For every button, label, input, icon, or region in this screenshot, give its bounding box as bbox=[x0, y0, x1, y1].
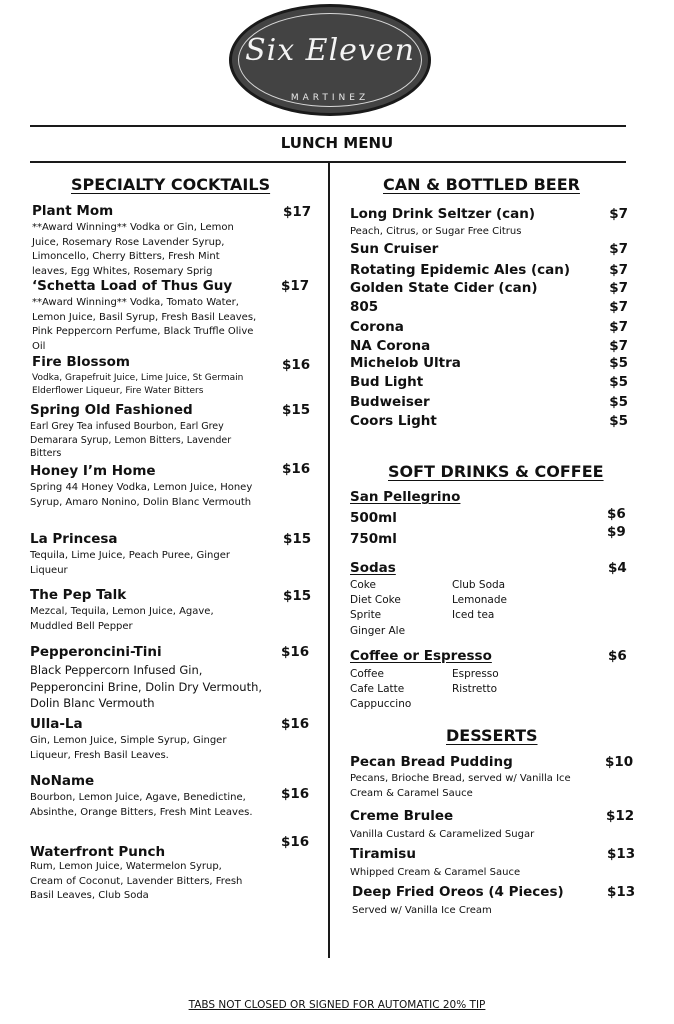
beer-price: $7 bbox=[609, 262, 628, 278]
cocktail-name: Fire Blossom bbox=[32, 354, 130, 370]
cocktail-name: NoName bbox=[30, 773, 95, 789]
desserts-heading: DESSERTS bbox=[446, 726, 538, 745]
dessert-item bbox=[352, 884, 592, 919]
soda-item: Lemonade bbox=[452, 594, 507, 606]
cocktail-name: Plant Mom bbox=[32, 203, 114, 219]
soda-item: Ginger Ale bbox=[350, 625, 406, 637]
tip-notice: TABS NOT CLOSED OR SIGNED FOR AUTOMATIC 20% TIP bbox=[188, 999, 486, 1011]
coffee-item: Ristretto bbox=[452, 683, 498, 695]
dessert-desc: Served w/ Vanilla Ice Cream bbox=[352, 905, 492, 916]
cocktail-desc: Gin, Lemon Juice, Simple Syrup, Ginger Liqueur, Fresh Basil Leaves. bbox=[30, 735, 227, 761]
cocktail-item bbox=[30, 587, 255, 634]
pellegrino-size-large: 750ml bbox=[350, 531, 397, 547]
cocktail-desc: **Award Winning** Vodka, Tomato Water, Lemon Juice, Basil Syrup, Fresh Basil Leaves, Pink Peppercorn Perfume, Black Truffle Olive Oil bbox=[32, 297, 257, 352]
beer-item bbox=[350, 299, 628, 318]
beer-name: Budweiser bbox=[350, 394, 430, 410]
cocktail-desc: Tequila, Lime Juice, Peach Puree, Ginger Liqueur bbox=[30, 550, 230, 576]
cocktail-desc: Rum, Lemon Juice, Watermelon Syrup, Cream of Coconut, Lavender Bitters, Fresh Basil Leaves, Club Soda bbox=[30, 861, 243, 901]
cocktail-item bbox=[30, 773, 255, 820]
beer-item bbox=[350, 206, 628, 225]
dessert-name: Deep Fried Oreos (4 Pieces) bbox=[352, 884, 564, 900]
beer-item bbox=[350, 262, 628, 281]
beer-item bbox=[350, 241, 628, 260]
soda-item: Club Soda bbox=[452, 579, 506, 591]
beer-name: Rotating Epidemic Ales (can) bbox=[350, 262, 571, 278]
menu-title: LUNCH MENU bbox=[280, 134, 394, 152]
beer-name: Sun Cruiser bbox=[350, 241, 439, 257]
cocktail-price: $15 bbox=[283, 531, 312, 547]
beer-name: Long Drink Seltzer (can) bbox=[350, 206, 536, 222]
cocktail-name: La Princesa bbox=[30, 531, 118, 547]
dessert-price: $13 bbox=[607, 846, 636, 862]
pellegrino-price-large: $9 bbox=[607, 524, 626, 540]
dessert-name: Tiramisu bbox=[350, 846, 416, 862]
pellegrino-price-small: $6 bbox=[607, 506, 626, 522]
cocktail-name: The Pep Talk bbox=[30, 587, 127, 603]
soda-item: Coke bbox=[350, 579, 376, 591]
beer-item bbox=[350, 319, 628, 338]
cocktail-desc: Black Peppercorn Infused Gin, Pepperoncini Brine, Dolin Dry Vermouth, Dolin Blanc Vermouth bbox=[30, 663, 263, 710]
beer-price: $7 bbox=[609, 206, 628, 222]
beer-item bbox=[350, 355, 628, 374]
dessert-item bbox=[350, 846, 590, 881]
cocktail-price: $16 bbox=[281, 834, 310, 850]
sodas-label: Sodas bbox=[350, 560, 396, 576]
beer-price: $5 bbox=[609, 394, 628, 410]
soft-drinks-heading: SOFT DRINKS & COFFEE bbox=[388, 462, 604, 481]
coffee-item: Espresso bbox=[452, 668, 499, 680]
beer-price: $5 bbox=[609, 355, 628, 371]
cocktail-item bbox=[30, 844, 255, 904]
pellegrino-size-small: 500ml bbox=[350, 510, 397, 526]
dessert-item bbox=[350, 754, 590, 801]
cocktail-item bbox=[32, 203, 257, 279]
cocktail-desc: Earl Grey Tea infused Bourbon, Earl Grey Demarara Syrup, Lemon Bitters, Lavender Bitters bbox=[30, 421, 232, 459]
cocktail-desc: Bourbon, Lemon Juice, Agave, Benedictine, Absinthe, Orange Bitters, Fresh Mint Leaves. bbox=[30, 792, 253, 818]
soda-item: Diet Coke bbox=[350, 594, 401, 606]
beer-price: $7 bbox=[609, 338, 628, 354]
dessert-item bbox=[350, 808, 590, 843]
cocktail-desc: Vodka, Grapefruit Juice, Lime Juice, St Germain Elderflower Liqueur, Fire Water Bitters bbox=[32, 373, 244, 396]
pellegrino-label: San Pellegrino bbox=[350, 489, 461, 505]
beer-price: $7 bbox=[609, 299, 628, 315]
soda-item: Sprite bbox=[350, 609, 382, 621]
beer-name: Coors Light bbox=[350, 413, 437, 429]
beer-price: $5 bbox=[609, 413, 628, 429]
logo-name: Six Eleven bbox=[245, 33, 415, 68]
dessert-name: Creme Brulee bbox=[350, 808, 454, 824]
cocktail-price: $16 bbox=[282, 357, 311, 373]
beer-name: Golden State Cider (can) bbox=[350, 280, 538, 296]
beer-name: NA Corona bbox=[350, 338, 431, 354]
cocktail-price: $17 bbox=[283, 204, 312, 220]
cocktails-heading: SPECIALTY COCKTAILS bbox=[71, 175, 271, 194]
cocktail-item bbox=[32, 354, 264, 398]
beer-price: $7 bbox=[609, 319, 628, 335]
coffee-item: Cafe Latte bbox=[350, 683, 405, 695]
coffee-item: Coffee bbox=[350, 668, 384, 680]
cocktail-item bbox=[32, 278, 257, 354]
cocktail-price: $16 bbox=[281, 644, 310, 660]
cocktail-name: ‘Schetta Load of Thus Guy bbox=[32, 278, 233, 294]
beer-item bbox=[350, 280, 628, 299]
cocktail-desc: Mezcal, Tequila, Lemon Juice, Agave, Muddled Bell Pepper bbox=[30, 606, 214, 632]
cocktail-item bbox=[30, 463, 255, 510]
dessert-desc: Whipped Cream & Caramel Sauce bbox=[350, 867, 521, 878]
beer-name: Michelob Ultra bbox=[350, 355, 461, 371]
dessert-price: $10 bbox=[605, 754, 634, 770]
coffee-price: $6 bbox=[608, 648, 627, 664]
cocktail-price: $16 bbox=[282, 461, 311, 477]
column-divider bbox=[328, 163, 330, 958]
beer-item bbox=[350, 374, 628, 393]
top-divider bbox=[30, 125, 626, 127]
sodas-price: $4 bbox=[608, 560, 627, 576]
dessert-price: $13 bbox=[607, 884, 636, 900]
cocktail-price: $15 bbox=[283, 588, 312, 604]
beer-item bbox=[350, 413, 628, 432]
beer-price: $5 bbox=[609, 374, 628, 390]
beer-price: $7 bbox=[609, 241, 628, 257]
seltzer-flavors: Peach, Citrus, or Sugar Free Citrus bbox=[350, 226, 522, 237]
cocktail-item bbox=[30, 644, 265, 712]
cocktail-price: $15 bbox=[282, 402, 311, 418]
cocktail-name: Waterfront Punch bbox=[30, 844, 166, 860]
dessert-name: Pecan Bread Pudding bbox=[350, 754, 513, 770]
logo-location: MARTINEZ bbox=[290, 93, 370, 103]
beer-name: Corona bbox=[350, 319, 404, 335]
beer-item bbox=[350, 394, 628, 413]
cocktail-item bbox=[30, 531, 255, 578]
dessert-price: $12 bbox=[606, 808, 635, 824]
beer-price: $7 bbox=[609, 280, 628, 296]
cocktail-price: $17 bbox=[281, 278, 310, 294]
coffee-label: Coffee or Espresso bbox=[350, 648, 492, 664]
beer-name: 805 bbox=[350, 299, 379, 315]
beer-heading: CAN & BOTTLED BEER bbox=[383, 175, 580, 194]
cocktail-desc: Spring 44 Honey Vodka, Lemon Juice, Honey Syrup, Amaro Nonino, Dolin Blanc Vermouth bbox=[30, 482, 253, 508]
cocktail-price: $16 bbox=[281, 716, 310, 732]
cocktail-name: Pepperoncini-Tini bbox=[30, 644, 162, 660]
restaurant-logo bbox=[229, 4, 431, 116]
cocktail-desc: **Award Winning** Vodka or Gin, Lemon Juice, Rosemary Rose Lavender Syrup, Limoncello, Cherry Bitters, Fresh Mint leaves, Egg Whites, Rosemary Sprig bbox=[32, 222, 234, 277]
cocktail-item bbox=[30, 402, 248, 461]
cocktail-name: Ulla-La bbox=[30, 716, 83, 732]
dessert-desc: Pecans, Brioche Bread, served w/ Vanilla Ice Cream & Caramel Sauce bbox=[350, 773, 571, 799]
cocktail-item bbox=[30, 716, 255, 763]
coffee-item: Cappuccino bbox=[350, 698, 412, 710]
cocktail-name: Spring Old Fashioned bbox=[30, 402, 193, 418]
cocktail-price: $16 bbox=[281, 786, 310, 802]
cocktail-name: Honey I’m Home bbox=[30, 463, 156, 479]
soda-item: Iced tea bbox=[452, 609, 495, 621]
beer-name: Bud Light bbox=[350, 374, 424, 390]
dessert-desc: Vanilla Custard & Caramelized Sugar bbox=[350, 829, 535, 840]
